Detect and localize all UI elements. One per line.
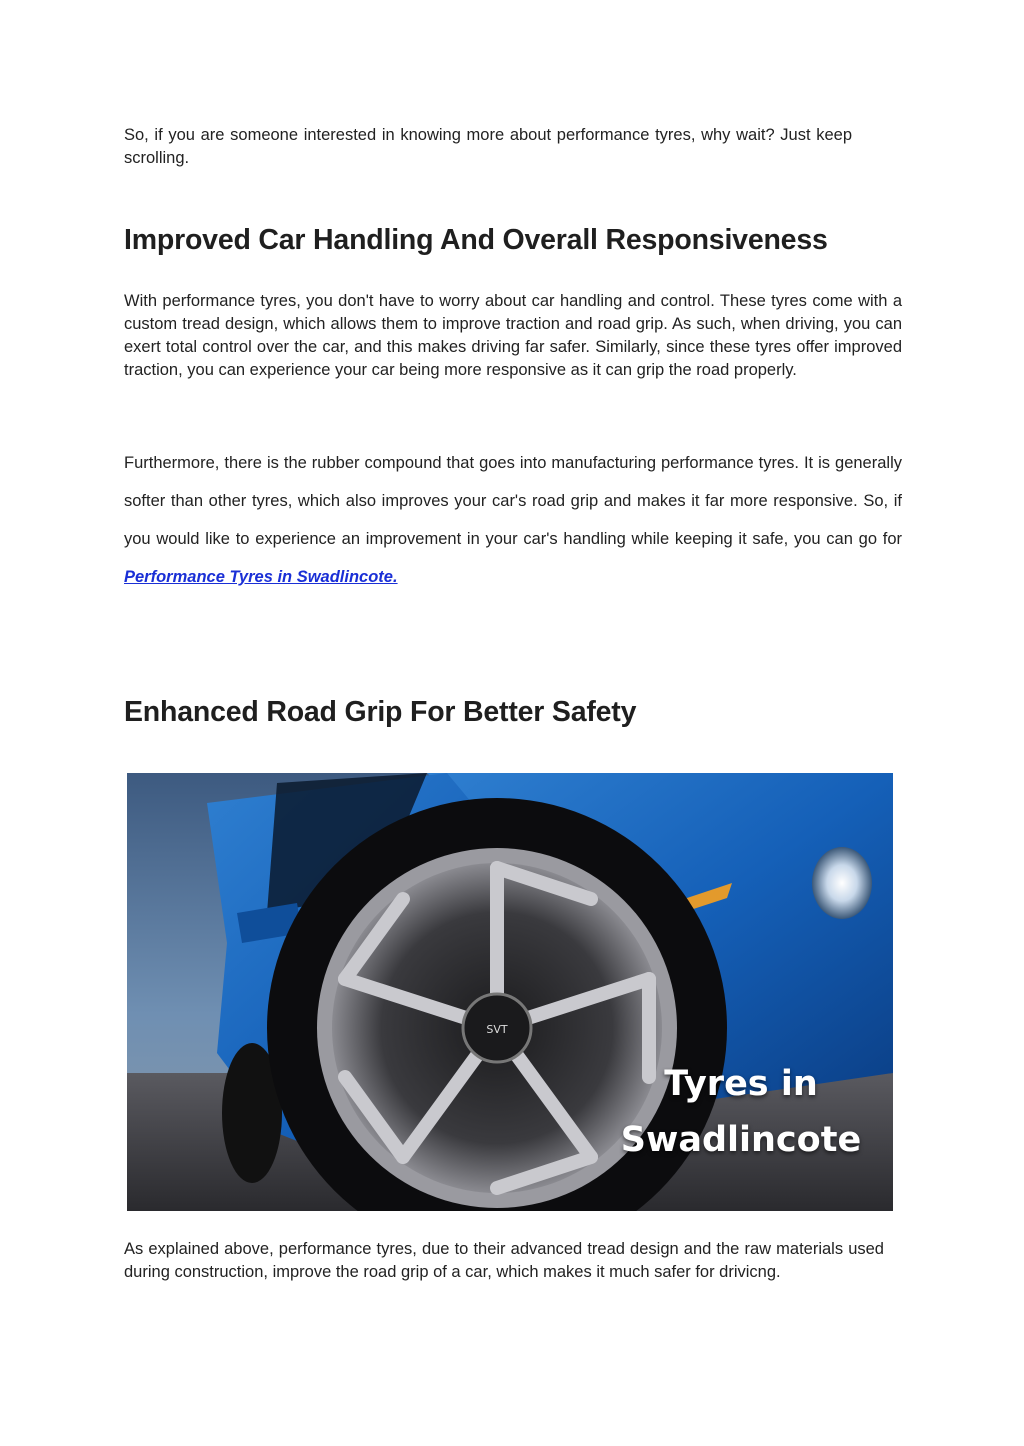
intro-paragraph: So, if you are someone interested in knowing more about performance tyres, why wait? Just keep scrolling. [124, 126, 852, 167]
road-grip-paragraph: As explained above, performance tyres, due to their advanced tread design and the raw materials used during construction, improve the road grip of a car, which makes it much safer for drivicng. [124, 1240, 884, 1281]
handling-paragraph-1: With performance tyres, you don't have to worry about car handling and control. These tyres come with a custom tread design, which allows them to improve traction and road grip. As such, when driving, you can exert total control over the car, and this makes driving far safer. Similarly, since these tyres offer improved traction, you can experience your car being more responsive as it can grip the road properly. [124, 292, 902, 379]
section-heading-handling: Improved Car Handling And Overall Responsiveness [124, 224, 828, 256]
image-caption-line-1: Tyres in [664, 1064, 818, 1104]
handling-paragraph-2 [124, 444, 902, 596]
performance-tyres-link[interactable]: Performance Tyres in Swadlincote. [124, 568, 398, 586]
section-heading-road-grip: Enhanced Road Grip For Better Safety [124, 696, 637, 728]
hub-badge-label: SVT [486, 1023, 508, 1036]
image-caption-line-2: Swadlincote [620, 1120, 862, 1160]
handling-paragraph-2-text: Furthermore, there is the rubber compound that goes into manufacturing performance tyres. It is generally softer than other tyres, which also improves your car's road grip and makes it far more responsive. So, if you would like to experience an improvement in your car's handling while keeping it safe, you can go for [124, 454, 902, 548]
car-tyre-image [127, 773, 893, 1211]
